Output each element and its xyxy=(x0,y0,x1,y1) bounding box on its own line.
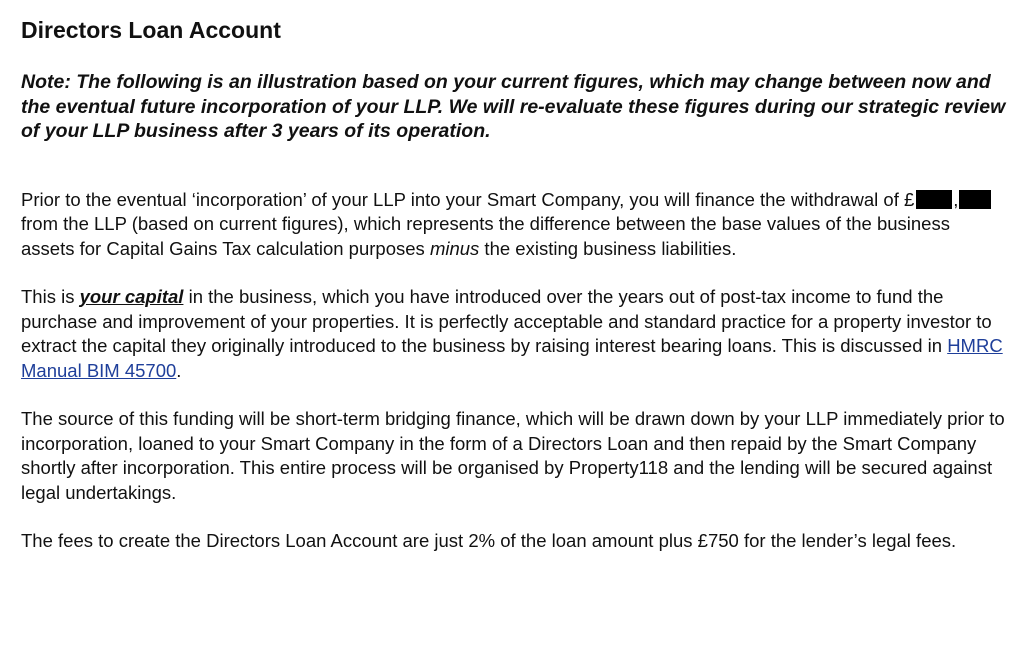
paragraph-withdrawal-text-start: Prior to the eventual ‘incorporation’ of your LLP into your Smart Company, you will finance the withdrawal of £ xyxy=(21,188,915,210)
paragraph-withdrawal-text-end: the existing business liabilities. xyxy=(479,237,737,259)
paragraph-withdrawal-text-middle: from the LLP (based on current figures), which represents the difference between the base values of the business assets for Capital Gains Tax calculation purposes xyxy=(21,213,950,259)
your-capital-emphasis: your capital xyxy=(79,286,184,307)
hmrc-manual-link[interactable]: HMRC Manual BIM 45700 xyxy=(21,335,1003,381)
document-title: Directors Loan Account xyxy=(21,17,281,43)
redaction-separator: , xyxy=(953,188,959,210)
paragraph-fees: The fees to create the Directors Loan Account are just 2% of the loan amount plus £750 for the lender’s legal fees. xyxy=(21,530,957,551)
redacted-amount-block xyxy=(959,190,991,209)
minus-italic-word: minus xyxy=(429,237,480,259)
paragraph-capital-text-middle: in the business, which you have introduced over the years out of post-tax income to fund the purchase and improvement of your properties. It is perfectly acceptable and standard practice for a property investor to extract the capital they originally introduced to the business by raising interest bearing loans. This is discussed in xyxy=(21,286,992,356)
paragraph-funding-source: The source of this funding will be short-term bridging finance, which will be drawn down by your LLP immediately prior to incorporation, loaned to your Smart Company in the form of a Directors Loan and then repaid by the Smart Company shortly after incorporation. This entire process will be organised by Property118 and the lending will be secured against legal undertakings. xyxy=(21,408,1005,503)
disclaimer-note: Note: The following is an illustration based on your current figures, which may change between now and the eventual future incorporation of your LLP. We will re-evaluate these figures during our strategic review of your LLP business after 3 years of its operation. xyxy=(21,71,1006,142)
document-page xyxy=(21,14,1006,554)
paragraph-capital-text-end: . xyxy=(176,359,182,381)
paragraph-capital-text-start: This is xyxy=(21,286,80,307)
paragraph-withdrawal xyxy=(21,188,1006,262)
redacted-amount-block xyxy=(916,190,952,209)
paragraph-capital xyxy=(21,285,1006,383)
